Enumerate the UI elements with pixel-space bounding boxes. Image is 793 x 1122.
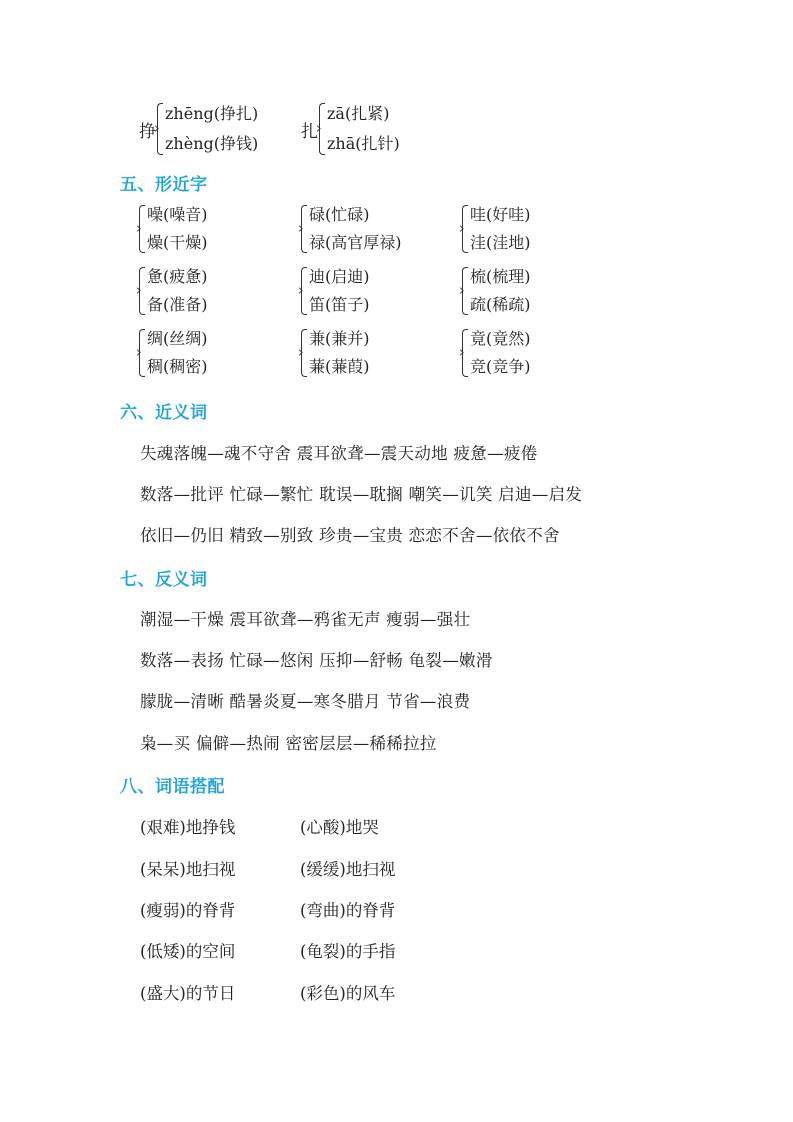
similar-char-pair <box>301 204 402 254</box>
char-entry: 洼(洼地) <box>470 233 531 252</box>
antonym-line: 枭—买 偏僻—热闹 密密层层—稀稀拉拉 <box>140 734 437 753</box>
char-entry: 稠(稠密) <box>147 357 208 376</box>
char-entry: 备(准备) <box>147 295 208 314</box>
char-entry: 惫(疲惫) <box>147 267 208 286</box>
collocation-item: (龟裂)的手指 <box>300 942 396 961</box>
char-entry: 燥(干燥) <box>147 233 208 252</box>
brace-icon <box>157 103 163 155</box>
char-entry: 禄(高官厚禄) <box>309 233 402 252</box>
similar-char-pair <box>462 204 531 254</box>
polyphone-char: 挣 <box>139 121 156 142</box>
collocation-item: (低矮)的空间 <box>140 942 236 961</box>
synonym-line: 数落—批评 忙碌—繁忙 耽误—耽搁 嘲笑—讥笑 启迪—启发 <box>140 485 583 504</box>
char-entry: 噪(噪音) <box>147 205 208 224</box>
antonym-line: 朦胧—清晰 酷暑炎夏—寒冬腊月 节省—浪费 <box>140 692 471 711</box>
similar-char-pair <box>139 204 208 254</box>
polyphone-group <box>301 101 400 157</box>
collocation-item: (呆呆)地扫视 <box>140 860 236 879</box>
char-entry: 哇(好哇) <box>470 205 531 224</box>
collocation-item: (瘦弱)的脊背 <box>140 901 236 920</box>
collocation-item: (缓缓)地扫视 <box>300 860 396 879</box>
antonym-line: 潮湿—干燥 震耳欲聋—鸦雀无声 瘦弱—强壮 <box>140 610 471 629</box>
polyphone-reading: zhèng(挣钱) <box>165 134 259 153</box>
char-entry: 迪(启迪) <box>309 267 370 286</box>
similar-char-pair <box>462 328 531 378</box>
char-entry: 疏(稀疏) <box>470 295 531 314</box>
brace-icon <box>301 329 307 377</box>
similar-char-pair <box>301 328 370 378</box>
section-title: 六、近义词 <box>120 403 208 423</box>
brace-icon <box>462 267 468 315</box>
section-title: 五、形近字 <box>120 175 208 195</box>
polyphone-group <box>139 101 258 157</box>
collocation-item: (心酸)地哭 <box>300 818 379 837</box>
section-title: 八、词语搭配 <box>120 777 225 797</box>
char-entry: 兼(兼并) <box>309 329 370 348</box>
polyphone-char: 扎 <box>301 121 318 142</box>
brace-icon <box>301 205 307 253</box>
brace-icon <box>301 267 307 315</box>
char-entry: 竞(竞争) <box>470 357 531 376</box>
antonym-line: 数落—表扬 忙碌—悠闲 压抑—舒畅 龟裂—嫩滑 <box>140 651 493 670</box>
brace-icon <box>139 267 145 315</box>
char-entry: 梳(梳理) <box>470 267 531 286</box>
collocation-item: (盛大)的节日 <box>140 984 236 1003</box>
collocation-item: (弯曲)的脊背 <box>300 901 396 920</box>
brace-icon <box>319 103 325 155</box>
synonym-line: 失魂落魄—魂不守舍 震耳欲聋—震天动地 疲惫—疲倦 <box>140 444 538 463</box>
collocation-item: (艰难)地挣钱 <box>140 818 236 837</box>
char-entry: 蒹(蒹葭) <box>309 357 370 376</box>
char-entry: 竟(竟然) <box>470 329 531 348</box>
char-entry: 碌(忙碌) <box>309 205 370 224</box>
brace-icon <box>139 205 145 253</box>
brace-icon <box>139 329 145 377</box>
polyphone-reading: zā(扎紧) <box>327 104 390 123</box>
polyphone-reading: zhā(扎针) <box>327 134 400 153</box>
brace-icon <box>462 205 468 253</box>
collocation-item: (彩色)的风车 <box>300 984 396 1003</box>
brace-icon <box>462 329 468 377</box>
synonym-line: 依旧—仍旧 精致—别致 珍贵—宝贵 恋恋不舍—依依不舍 <box>140 526 560 545</box>
similar-char-pair <box>139 328 208 378</box>
similar-char-pair <box>462 266 531 316</box>
similar-char-pair <box>139 266 208 316</box>
polyphone-reading: zhēng(挣扎) <box>165 104 259 123</box>
section-title: 七、反义词 <box>120 570 208 590</box>
char-entry: 绸(丝绸) <box>147 329 208 348</box>
char-entry: 笛(笛子) <box>309 295 370 314</box>
similar-char-pair <box>301 266 370 316</box>
